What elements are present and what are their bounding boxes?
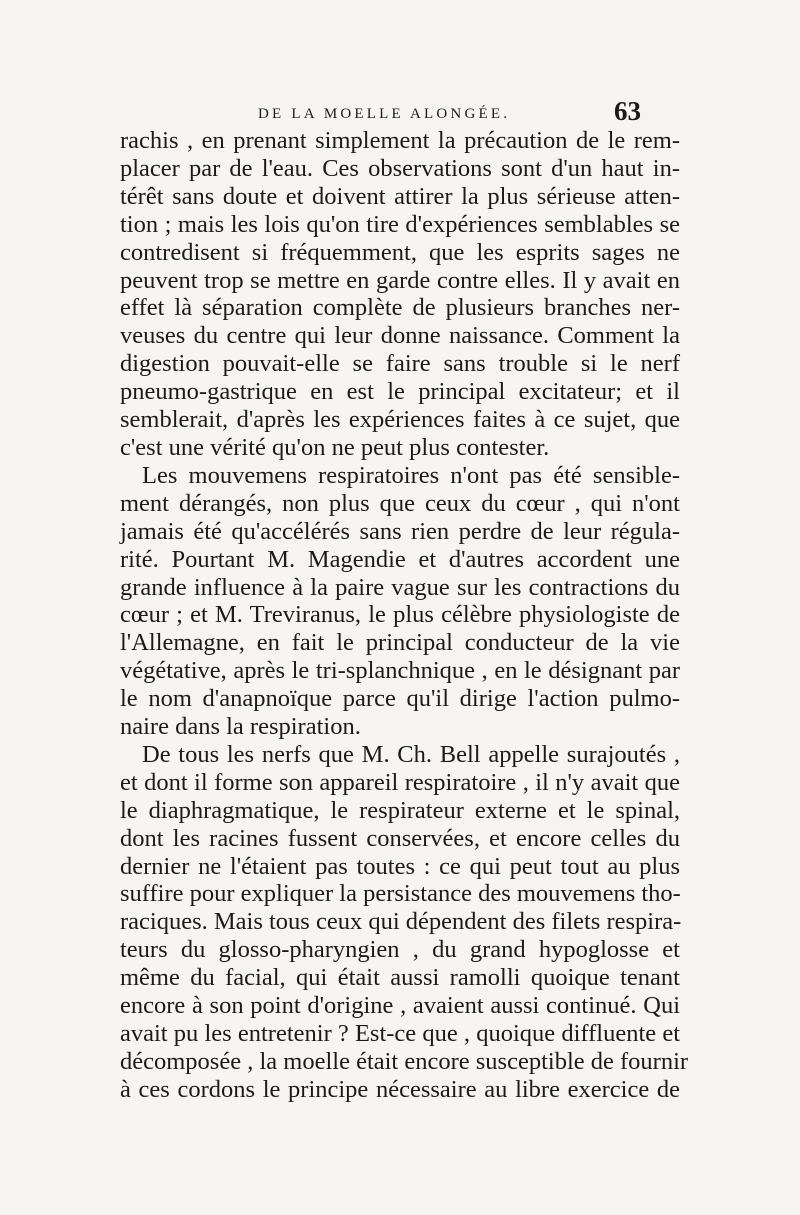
text-line: pneumo-gastrique en est le principal excitateur; et il (120, 378, 680, 406)
text-line: rité. Pourtant M. Magendie et d'autres accordent une (120, 545, 680, 573)
text-line: naire dans la respiration. (120, 713, 361, 741)
running-head (0, 96, 800, 130)
text-line: végétative, après le tri-splanchnique , en le désignant par (120, 657, 680, 685)
text-line: effet là séparation complète de plusieurs branches ner- (120, 294, 680, 322)
text-line: et dont il forme son appareil respiratoire , il n'y avait que (120, 768, 680, 796)
running-title: DE LA MOELLE ALONGÉE. (258, 106, 511, 122)
text-line: le diaphragmatique, le respirateur externe et le spinal, (120, 796, 680, 824)
text-line: Les mouvemens respiratoires n'ont pas été sensible- (142, 461, 680, 489)
text-line: placer par de l'eau. Ces observations sont d'un haut in- (120, 154, 680, 182)
text-line: raciques. Mais tous ceux qui dépendent des filets respira- (120, 908, 682, 936)
text-line: c'est une vérité qu'on ne peut plus contester. (120, 433, 550, 461)
text-line: décomposée , la moelle était encore susceptible de fournir (120, 1047, 689, 1075)
text-line: dont les racines fussent conservées, et encore celles du (120, 824, 680, 852)
text-line: à ces cordons le principe nécessaire au libre exercice de (120, 1075, 680, 1103)
text-line: veuses du centre qui leur donne naissance. Comment la (120, 322, 680, 350)
text-line: avait pu les entretenir ? Est-ce que , quoique diffluente et (120, 1020, 680, 1047)
text-line: ment dérangés, non plus que ceux du cœur , qui n'ont (120, 489, 680, 517)
text-line: dernier ne l'étaient pas toutes : ce qui peut tout au plus (120, 852, 680, 880)
text-line: térêt sans doute et doivent attirer la plus sérieuse atten- (120, 182, 680, 210)
text-line: cœur ; et M. Treviranus, le plus célèbre physiologiste de (120, 601, 680, 629)
text-line: peuvent trop se mettre en garde contre elles. Il y avait en (120, 266, 680, 294)
text-line: jamais été qu'accélérés sans rien perdre de leur régula- (120, 517, 680, 545)
text-line: contredisent si fréquemment, que les esprits sages ne (120, 238, 680, 266)
body-text (120, 127, 689, 1104)
text-line: même du facial, qui était aussi ramolli quoique tenant (120, 964, 680, 992)
text-line: tion ; mais les lois qu'on tire d'expériences semblables se (120, 210, 680, 238)
text-line: encore à son point d'origine , avaient aussi continué. Qui (120, 992, 680, 1020)
page-number: 63 (614, 96, 641, 126)
text-line: grande influence à la paire vague sur les contractions du (120, 573, 680, 601)
text-line: digestion pouvait-elle se faire sans trouble si le nerf (120, 350, 680, 378)
text-line: De tous les nerfs que M. Ch. Bell appelle surajoutés , (142, 740, 680, 768)
text-line: semblerait, d'après les expériences faites à ce sujet, que (120, 406, 680, 434)
text-line: l'Allemagne, en fait le principal conducteur de la vie (120, 629, 680, 657)
text-line: rachis , en prenant simplement la précaution de le rem- (120, 127, 680, 154)
text-line: le nom d'anapnoïque parce qu'il dirige l'action pulmo- (120, 685, 680, 713)
text-line: teurs du glosso-pharyngien , du grand hypoglosse et (120, 936, 680, 964)
text-line: suffire pour expliquer la persistance des mouvemens tho- (120, 880, 681, 908)
